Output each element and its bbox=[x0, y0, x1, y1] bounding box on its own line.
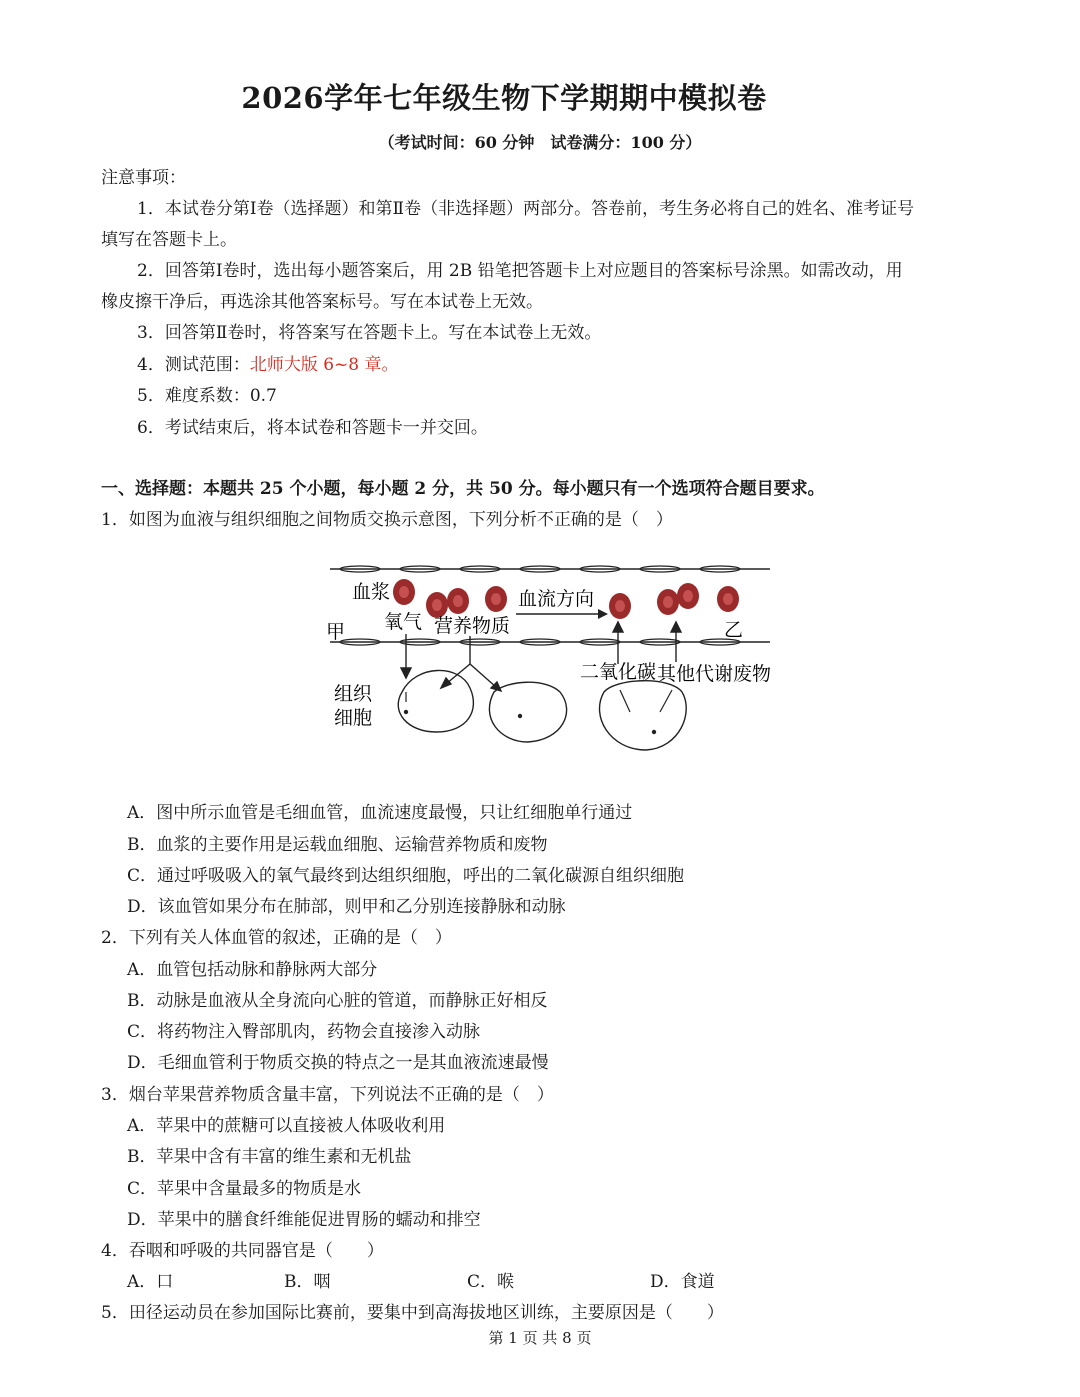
question-1-stem: 1．如图为血液与组织细胞之间物质交换示意图，下列分析不正确的是（ ） bbox=[101, 510, 673, 530]
flow-direction-label: 血流方向 bbox=[518, 588, 595, 610]
question-1-option-a: A．图中所示血管是毛细血管，血流速度最慢，只让红细胞单行通过 bbox=[127, 803, 633, 823]
oxygen-label: 氧气 bbox=[384, 611, 423, 633]
question-4-option-a: A．口 bbox=[127, 1272, 174, 1292]
notice-item-5: 5．难度系数：0.7 bbox=[137, 386, 277, 406]
notice-item-3: 3．回答第Ⅱ卷时，将答案写在答题卡上。写在本试卷上无效。 bbox=[137, 323, 602, 343]
notice-item-1-line-1: 1．本试卷分第Ⅰ卷（选择题）和第Ⅱ卷（非选择题）两部分。答卷前，考生务必将自己的姓名、准考证号 bbox=[137, 199, 915, 219]
question-4-option-b: B．咽 bbox=[284, 1272, 331, 1292]
plasma-label: 血浆 bbox=[352, 581, 391, 603]
exam-info: （考试时间：60 分钟 试卷满分：100 分） bbox=[378, 133, 702, 152]
question-4-stem: 4．吞咽和呼吸的共同器官是（ ） bbox=[101, 1241, 384, 1261]
question-1-option-b: B．血浆的主要作用是运载血细胞、运输营养物质和废物 bbox=[127, 835, 548, 855]
question-5-stem: 5．田径运动员在参加国际比赛前，要集中到高海拔地区训练，主要原因是（ ） bbox=[101, 1303, 724, 1323]
question-2-option-b: B．动脉是血液从全身流向心脏的管道，而静脉正好相反 bbox=[127, 991, 548, 1011]
page-title: 2026学年七年级生物下学期期中模拟卷 bbox=[241, 81, 767, 115]
question-3-stem: 3．烟台苹果营养物质含量丰富，下列说法不正确的是（ ） bbox=[101, 1085, 554, 1105]
question-2-option-a: A．血管包括动脉和静脉两大部分 bbox=[127, 960, 378, 980]
question-2-stem: 2．下列有关人体血管的叙述，正确的是（ ） bbox=[101, 928, 452, 948]
yi-label: 乙 bbox=[724, 619, 744, 641]
question-2-option-d: D．毛细血管利于物质交换的特点之一是其血液流速最慢 bbox=[127, 1053, 549, 1073]
notice-item-6: 6．考试结束后，将本试卷和答题卡一并交回。 bbox=[137, 418, 488, 438]
page-footer: 第 1 页 共 8 页 bbox=[488, 1329, 592, 1347]
jia-label: 甲 bbox=[326, 621, 346, 643]
nutrients-label: 营养物质 bbox=[434, 615, 511, 637]
question-3-option-a: A．苹果中的蔗糖可以直接被人体吸收利用 bbox=[127, 1116, 446, 1136]
notice-item-2-line-1: 2．回答第Ⅰ卷时，选出每小题答案后，用 2B 铅笔把答题卡上对应题目的答案标号涂黑。如需改动，用 bbox=[137, 261, 903, 281]
question-1-option-d: D．该血管如果分布在肺部，则甲和乙分别连接静脉和动脉 bbox=[127, 897, 566, 917]
question-4-option-d: D．食道 bbox=[650, 1272, 715, 1292]
notice-item-4 bbox=[137, 350, 399, 375]
notice-item-2-line-2: 橡皮擦干净后，再选涂其他答案标号。写在本试卷上无效。 bbox=[101, 292, 543, 312]
notice-heading: 注意事项： bbox=[101, 168, 186, 188]
co2-label: 二氧化碳 bbox=[580, 661, 657, 683]
question-4-option-c: C．喉 bbox=[467, 1272, 515, 1292]
tissue-cell-label-line-2: 细胞 bbox=[334, 707, 373, 729]
question-3-option-d: D．苹果中的膳食纤维能促进胃肠的蠕动和排空 bbox=[127, 1210, 481, 1230]
waste-label: 其他代谢废物 bbox=[657, 663, 772, 685]
question-3-option-b: B．苹果中含有丰富的维生素和无机盐 bbox=[127, 1147, 412, 1167]
test-range: 北师大版 6~8 章。 bbox=[249, 355, 399, 375]
notice-item-1-line-2: 填写在答题卡上。 bbox=[101, 230, 237, 250]
question-3-option-c: C．苹果中含量最多的物质是水 bbox=[127, 1179, 362, 1199]
question-1-option-c: C．通过呼吸吸入的氧气最终到达组织细胞，呼出的二氧化碳源自组织细胞 bbox=[127, 866, 685, 886]
tissue-cell-label-line-1: 组织 bbox=[334, 683, 373, 705]
flow-direction-arrow bbox=[516, 609, 608, 619]
question-2-option-c: C．将药物注入臀部肌肉，药物会直接渗入动脉 bbox=[127, 1022, 481, 1042]
capillary-exchange-diagram bbox=[320, 552, 780, 772]
notice-item-4-prefix: 4．测试范围： bbox=[137, 355, 250, 375]
section-heading: 一、选择题：本题共 25 个小题，每小题 2 分，共 50 分。每小题只有一个选项符合题目要求。 bbox=[101, 479, 825, 499]
